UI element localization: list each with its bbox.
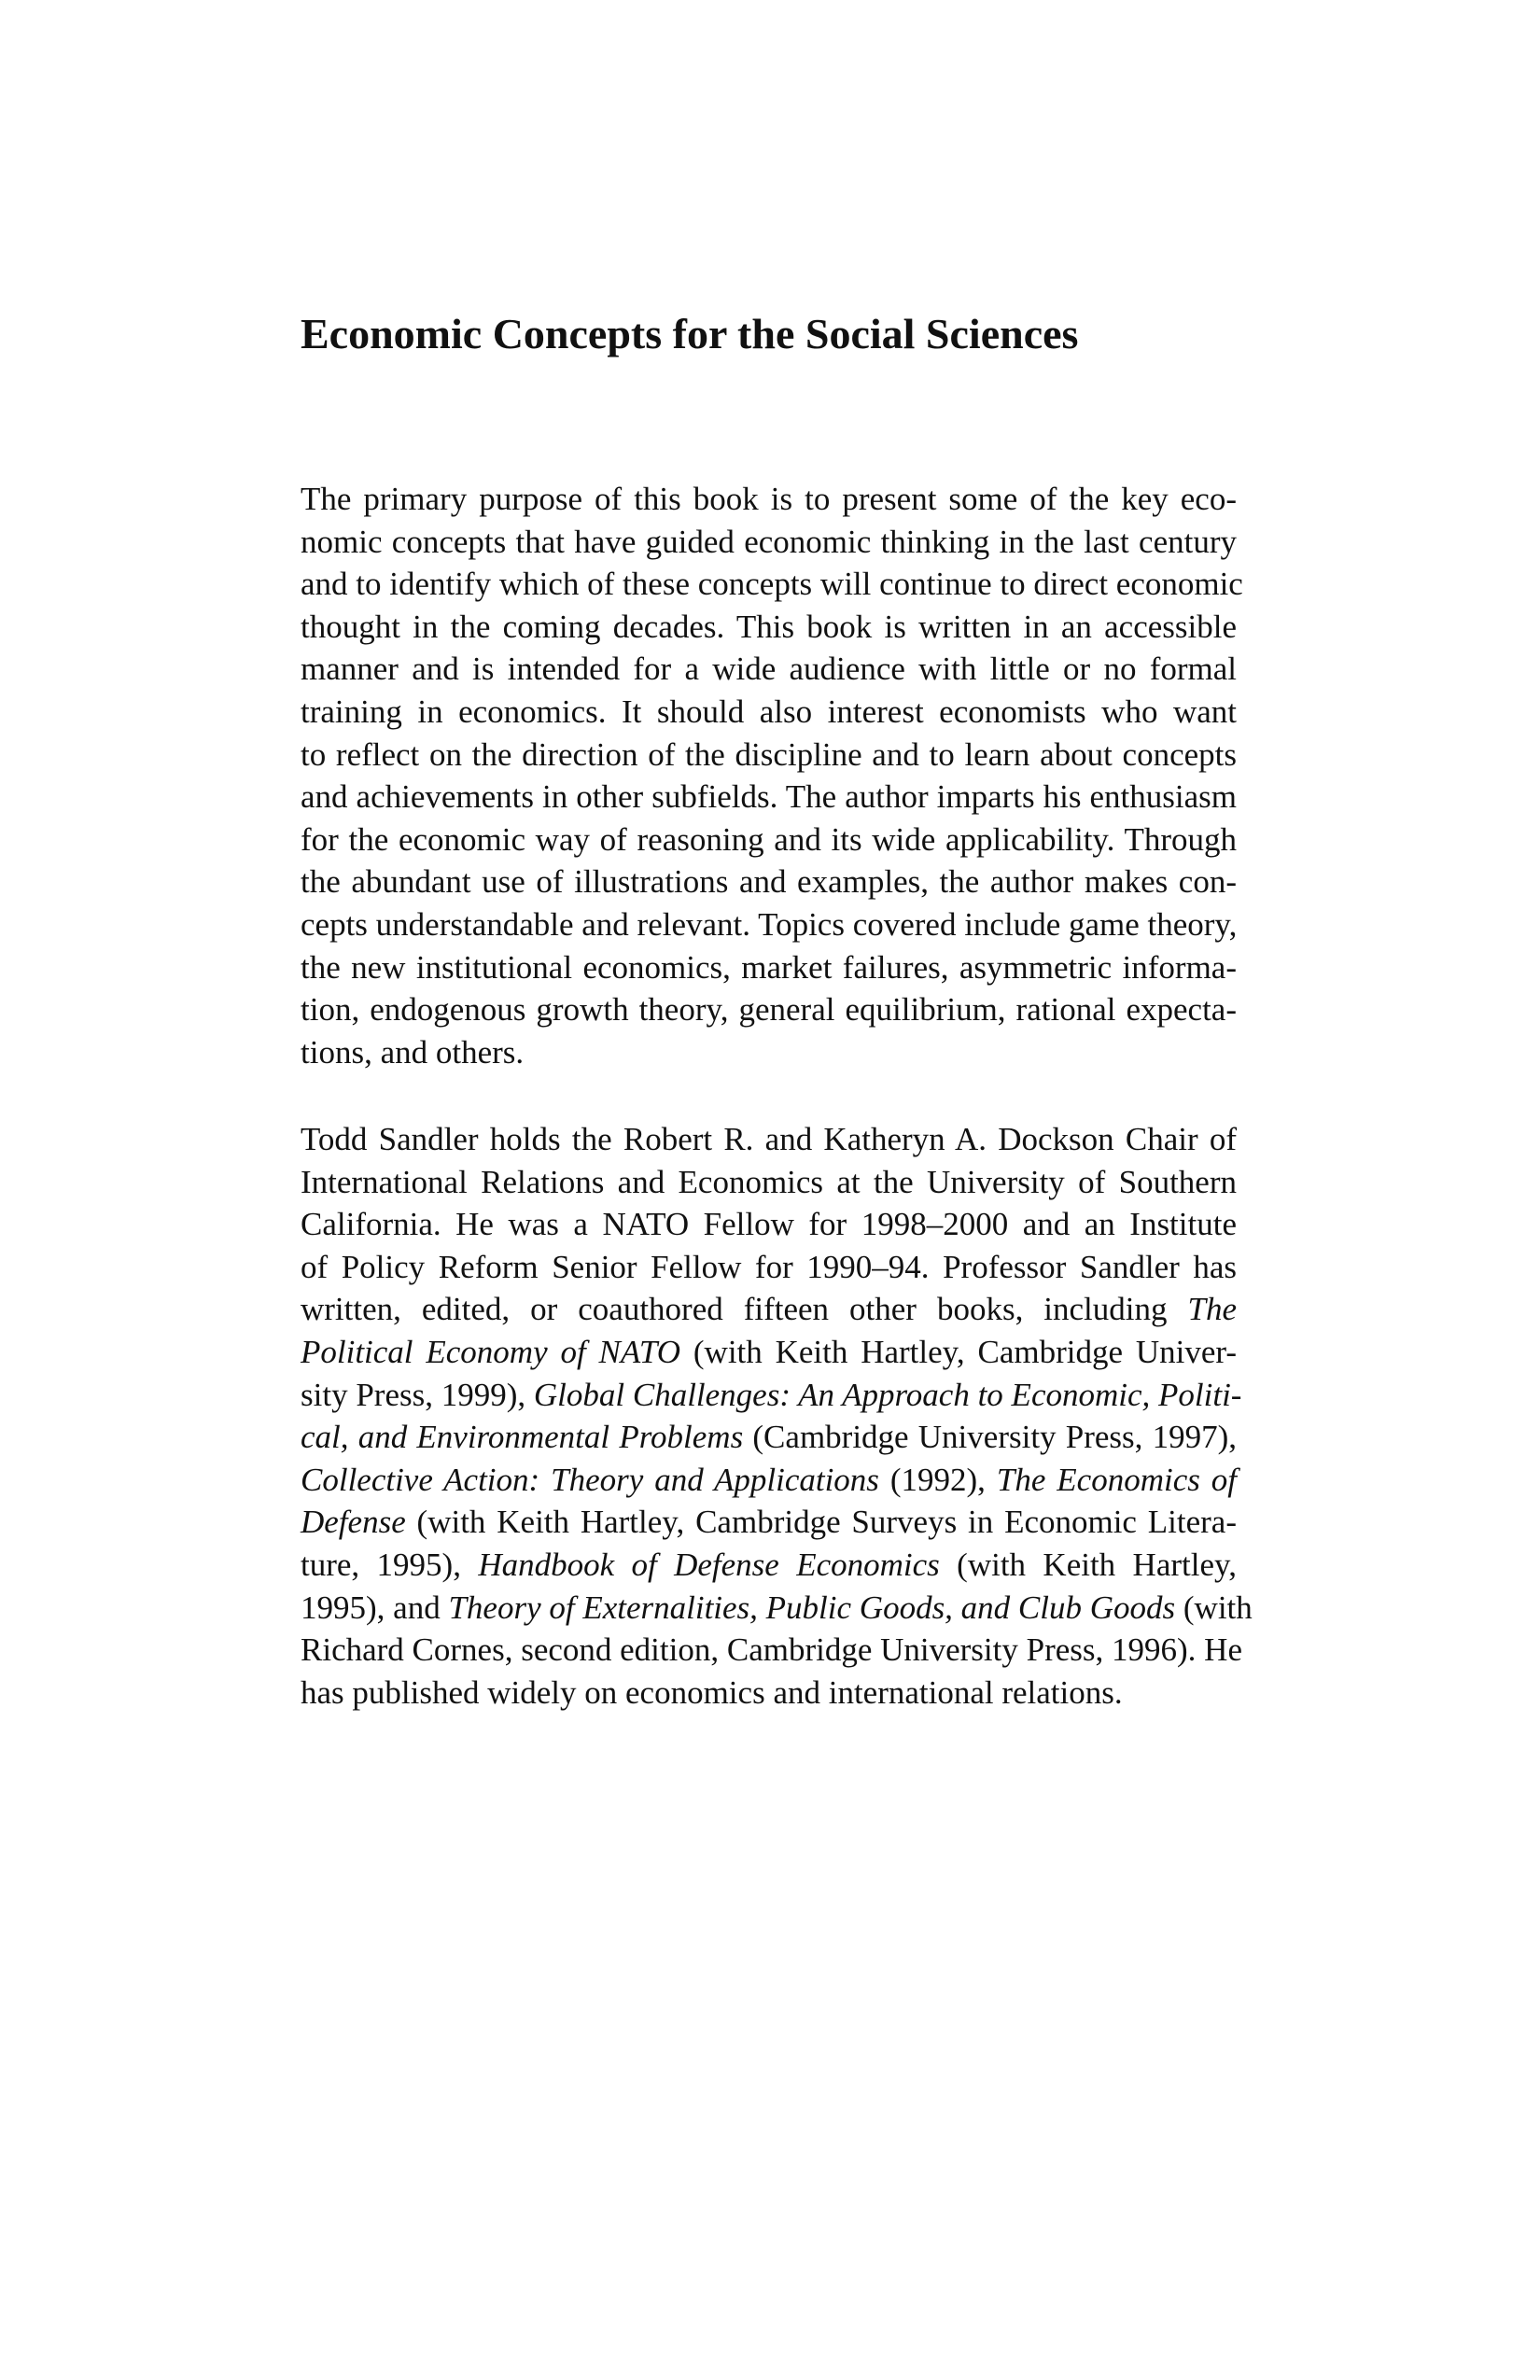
bio-text: written, edited, or coauthored fifteen other books, including <box>301 1291 1188 1328</box>
book-title-italic: Collective Action: Theory and Applications <box>301 1461 879 1498</box>
bio-line <box>301 1331 1237 1374</box>
bio-text: California. He was a NATO Fellow for 1998–2000 and an Institute <box>301 1206 1237 1243</box>
bio-text: of Policy Reform Senior Fellow for 1990–94. Professor Sandler has <box>301 1248 1237 1285</box>
bio-text: (Cambridge University Press, 1997), <box>743 1419 1237 1456</box>
description-line: the new institutional economics, market failures, asymmetric informa- <box>301 948 1237 986</box>
bio-line <box>301 1459 1237 1502</box>
bio-text: 1995), and <box>301 1589 449 1626</box>
description-line: nomic concepts that have guided economic thinking in the last century <box>301 523 1237 560</box>
bio-line <box>301 1501 1237 1544</box>
book-title-italic: The <box>1187 1291 1237 1328</box>
bio-text: (with Keith Hartley, Cambridge Univer- <box>680 1333 1237 1370</box>
bio-text: sity Press, 1999), <box>301 1376 534 1413</box>
book-title-italic: Handbook of Defense Economics <box>478 1546 940 1583</box>
bio-text: Richard Cornes, second edition, Cambridge University Press, 1996). He <box>301 1631 1242 1669</box>
description-line: tion, endogenous growth theory, general equilibrium, rational expecta- <box>301 991 1237 1029</box>
book-title-italic: Defense <box>301 1504 406 1541</box>
bio-text: Todd Sandler holds the Robert R. and Katheryn A. Dockson Chair of <box>301 1121 1237 1157</box>
bio-text: ture, 1995), <box>301 1546 479 1583</box>
description-line: the abundant use of illustrations and examples, the author makes con- <box>301 863 1237 901</box>
bio-line <box>301 1246 1237 1289</box>
book-title-italic: Theory of Externalities, Public Goods, and Club Goods <box>448 1589 1176 1626</box>
book-title-italic: Global Challenges: An Approach to Economic, Politi- <box>533 1376 1242 1413</box>
description-line: and to identify which of these concepts will continue to direct economic <box>301 566 1243 603</box>
author-bio <box>301 1118 1253 1714</box>
book-title-italic: cal, and Environmental Problems <box>301 1419 744 1456</box>
book-title-italic: Political Economy of NATO <box>301 1333 681 1370</box>
bio-line <box>301 1288 1237 1331</box>
bio-text: International Relations and Economics at the University of Southern <box>301 1163 1237 1200</box>
bio-line <box>301 1161 1237 1204</box>
bio-line <box>301 1374 1242 1417</box>
bio-line <box>301 1587 1253 1630</box>
bio-line <box>301 1672 1237 1715</box>
bio-line <box>301 1118 1237 1161</box>
bio-text: (with <box>1175 1589 1253 1626</box>
description-line: for the economic way of reasoning and its wide applicability. Through <box>301 820 1237 858</box>
description-line: thought in the coming decades. This book is written in an accessible <box>301 608 1237 645</box>
description-line: tions, and others. <box>301 1033 525 1071</box>
description-line: training in economics. It should also interest economists who want <box>301 693 1237 730</box>
bio-line <box>301 1544 1237 1587</box>
bio-text: (with Keith Hartley, Cambridge Surveys in Economic Litera- <box>405 1504 1237 1541</box>
bio-text: (with Keith Hartley, <box>939 1546 1237 1583</box>
bio-text: has published widely on economics and international relations. <box>301 1673 1123 1711</box>
bio-line <box>301 1203 1237 1246</box>
bio-line <box>301 1416 1237 1459</box>
book-title-italic: The Economics of <box>996 1461 1238 1498</box>
page-title: Economic Concepts for the Social Sciences <box>301 310 1079 357</box>
description-line: manner and is intended for a wide audience with little or no formal <box>301 651 1237 688</box>
description-line: cepts understandable and relevant. Topics covered include game theory, <box>301 905 1238 943</box>
book-description <box>301 478 1243 1073</box>
bio-text: (1992), <box>878 1461 997 1498</box>
bio-line <box>301 1629 1242 1672</box>
description-line: to reflect on the direction of the discipline and to learn about concepts <box>301 735 1237 773</box>
description-line: and achievements in other subfields. The author imparts his enthusiasm <box>301 778 1237 816</box>
description-line: The primary purpose of this book is to present some of the key eco- <box>301 481 1237 517</box>
